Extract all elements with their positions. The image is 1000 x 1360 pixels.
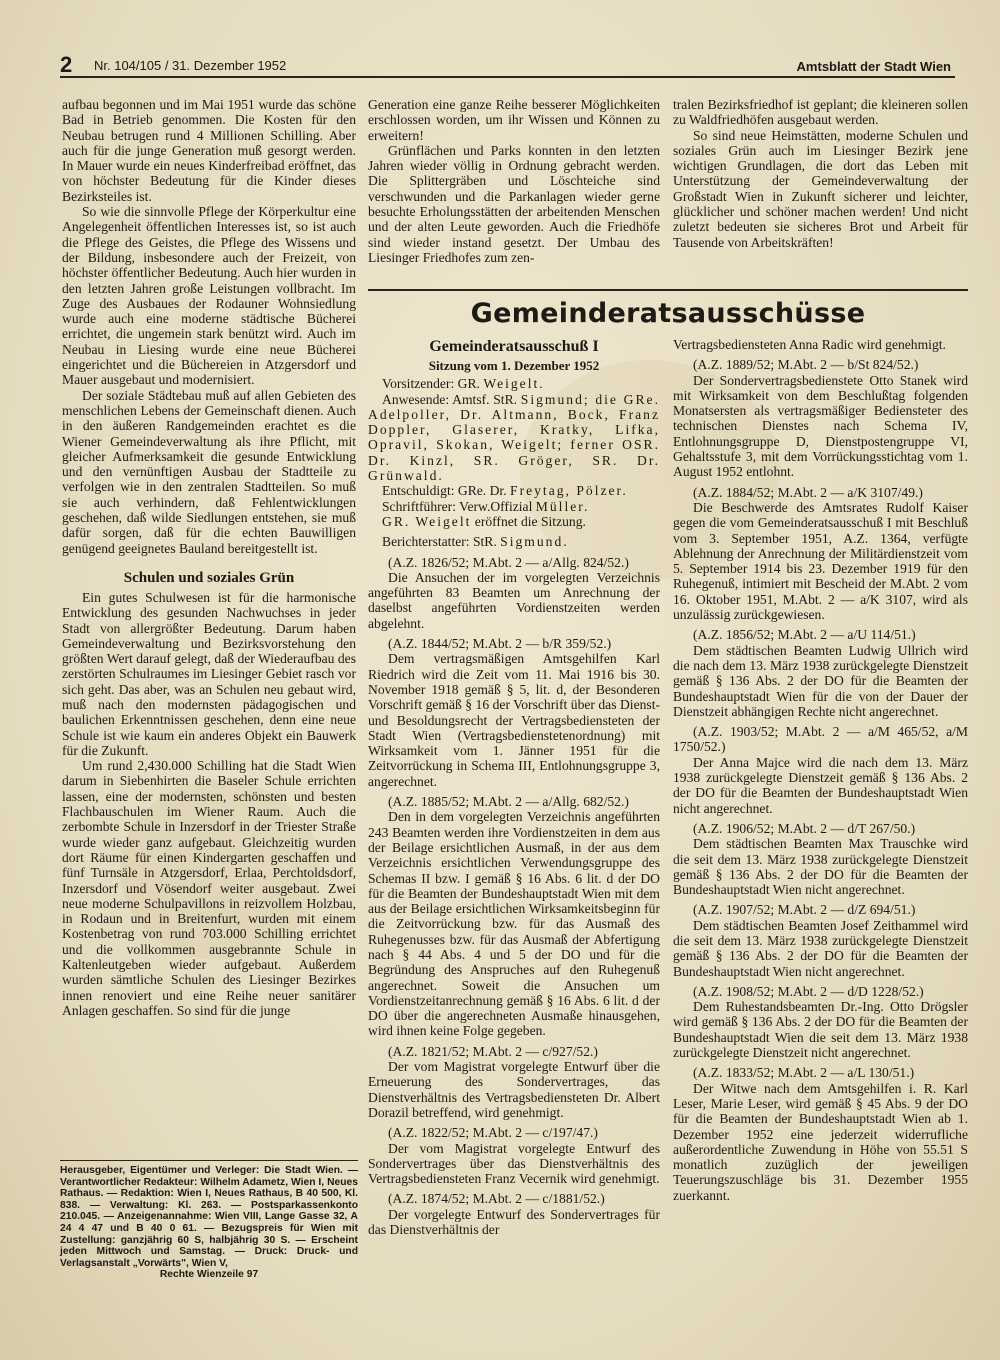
- attendance-present: [368, 392, 660, 484]
- resolution-text: Vertragsbediensteten Anna Radic wird genehmigt.: [673, 337, 946, 352]
- section-heading: Schulen und soziales Grün: [123, 569, 295, 586]
- person-name: Sigmund.: [500, 534, 569, 550]
- label: eröffnet die Sitzung.: [474, 513, 586, 529]
- column-left: [62, 97, 356, 1018]
- resolution-text: Der Sondervertragsbedienstete Otto Stanek wird mit Wirksamkeit von dem Beschlußtag folgenden Monatsersten als vertragsmäßiger Bediensteter des technischen Dienstes nach Schema IV, Entlohnungsgruppe D, Dienstpostengruppe VI, Gehaltsstufe 3, mit dem Vorrückungsstichtag vom 1. August 1952 entlohnt.: [673, 372, 968, 480]
- person-list: Freytag, Pölzer.: [510, 483, 628, 499]
- file-reference: (A.Z. 1903/52; M.Abt. 2 — a/M 465/52, a/M 1750/52.): [673, 724, 968, 755]
- session-opening: [368, 514, 660, 529]
- resolution-text: Der Anna Majce wird die nach dem 13. März 1938 zurückgelegte Dienstzeit gemäß § 136 Abs. 2 der DO für die Beamten der Bundeshauptstadt Wien nicht angerechnet.: [673, 754, 968, 816]
- impressum-address: Rechte Wienzeile 97: [159, 1269, 259, 1281]
- resolution-text: Dem städtischen Beamten Max Trauschke wird die seit dem 13. März 1938 zurückgelegte Dienstzeit gemäß § 136 Abs. 2 der DO für die Beamten der Bundeshauptstadt Wien nicht angerechnet.: [673, 836, 968, 898]
- file-reference: (A.Z. 1822/52; M.Abt. 2 — c/197/47.): [388, 1125, 598, 1141]
- paragraph: aufbau begonnen und im Mai 1951 wurde das schöne Bad in Betrieb genommen. Die Kosten für den Neubau betrugen rund 4 Millionen Schilling. Aber auch für die junge Generation muß gesorgt werden. In Mauer wurde ein neues Kinderfreibad eröffnet, das von höchster Bedeutung für die Kinder dieses Bezirksteiles ist.: [62, 97, 356, 204]
- resolution-text: Dem vertragsmäßigen Amtsgehilfen Karl Riedrich wird die Zeit vom 11. Mai 1916 bis 30. November 1918 gemäß § 5, lit. d, der Besonderen Vorschrift gemäß § 16 der Vorschrift über das Dienst- und Besoldungsrecht der Vertragsbediensteten der Stadt Wien (Vertragsbedienstetenordnung) mit Wirksamkeit vom 1. Jänner 1951 für die Zeitvorrückung in Schema III, Entlohnungsgruppe 3, angerechnet.: [368, 651, 660, 789]
- paragraph: Der soziale Städtebau muß auf allen Gebieten des menschlichen Lebens der Gemeinschaft dienen. Auch in den äußeren Randgemeinden erachtet es die Wiener Gemeindeverwaltung als ihre Pflicht, mit gleicher Aufmerksamkeit die gesunde Entwicklung und den vernünftigen Ausbau der Stadtteile zu verfolgen wie in den zentralen Stadtteilen. So muß sie auch verhindern, daß Fehlentwicklungen geschehen, daß wilde Siedlungen entstehen, sie muß dafür sorgen, daß für die echten Bauwilligen genügend geeignetes Bauland bereitgestellt ist.: [62, 387, 356, 556]
- paragraph: So wie die sinnvolle Pflege der Körperkultur eine Angelegenheit öffentlichen Interesses ist, so ist auch die Pflege des Geistes, die Pflege des Wissens und der Bildung, insbesondere auch der Freizeit, von höchster öffentlicher Bedeutung. Auch hier wurden in den letzten Jahren große Leistungen vollbracht. Im Zuge des Ausbaues der Rodauner Wohnsiedlung wurde auch eine moderne städtische Bücherei errichtet, die ungemein stark benützt wird. Auch im Neubau in Liesing wurde eine neue Bücherei eingerichtet und die Büchereien in Atzgersdorf und Mauer ausgebaut und modernisiert.: [62, 204, 356, 388]
- reporter-line: [368, 534, 660, 549]
- paragraph: tralen Bezirksfriedhof ist geplant; die kleineren sollen zu Waldfriedhöfen ausgebaut werden.: [673, 97, 968, 128]
- impressum: [60, 1160, 358, 1281]
- publication-name: Amtsblatt der Stadt Wien: [796, 59, 951, 74]
- person-name: GR. Weigelt: [382, 513, 472, 529]
- label: Vorsitzender: GR.: [382, 376, 480, 392]
- resolution-text: Dem städtischen Beamten Josef Zeithammel wird die seit dem 13. März 1938 zurückgelegte Dienstzeit gemäß § 136 Abs. 2 der DO für die Beamten der Bundeshauptstadt Wien nicht angerechnet.: [673, 917, 968, 979]
- file-reference: (A.Z. 1906/52; M.Abt. 2 — d/T 267/50.): [693, 820, 916, 836]
- file-reference: (A.Z. 1889/52; M.Abt. 2 — b/St 824/52.): [693, 357, 919, 373]
- column-middle-top: [368, 97, 660, 265]
- column-right-top: [673, 97, 968, 250]
- section-title: Gemeinderatsausschüsse: [470, 298, 866, 329]
- file-reference: (A.Z. 1908/52; M.Abt. 2 — d/D 1228/52.): [693, 983, 924, 999]
- attendance-excused: [368, 483, 660, 498]
- file-reference: (A.Z. 1874/52; M.Abt. 2 — c/1881/52.): [388, 1191, 605, 1207]
- resolution-text: Der vorgelegte Entwurf des Sondervertrages für das Dienstverhältnis der: [368, 1206, 660, 1238]
- attendance-chair: [368, 376, 660, 391]
- attendance-secretary: [368, 499, 660, 514]
- resolution-text: Die Ansuchen der im vorgelegten Verzeichnis angeführten 83 Beamten um Anrechnung der daselbst angeführten Vordienstzeiten werden abgelehnt.: [368, 569, 660, 631]
- session-date: Sitzung vom 1. Dezember 1952: [428, 358, 600, 373]
- page-header: [60, 52, 955, 78]
- resolution-text: Der vom Magistrat vorgelegte Entwurf über die Erneuerung des Sondervertrages, das Dienstverhältnis des Vertragsbediensteten Dr. Albert Dorazil betreffend, wird genehmigt.: [368, 1059, 660, 1120]
- label: Anwesende: Amtsf. StR.: [382, 391, 518, 407]
- file-reference: (A.Z. 1821/52; M.Abt. 2 — c/927/52.): [388, 1043, 598, 1059]
- person-name: Müller.: [535, 498, 590, 514]
- resolution-text: Der Witwe nach dem Amtsgehilfen i. R. Karl Leser, Marie Leser, wird gemäß § 45 Abs. 9 der DO für die Beamten der Bundeshauptstadt Wien ab 1. Dezember 1952 eine jederzeit widerrufliche außerordentliche Zuwendung in Höhe von 55.51 S monatlich zuzüglich der jeweiligen Teuerungszuschläge bis 31. Dezember 1955 zuerkannt.: [673, 1080, 968, 1203]
- paragraph: Um rund 2,430.000 Schilling hat die Stadt Wien darum in Siebenhirten die Baseler Schule errichten lassen, eine der modernsten, schönsten und besten Flachbauschulen im Wiener Raum. Auch die zerbombte Schule in Inzersdorf in der Triester Straße wurde wieder ganz aufgebaut. Gleichzeitig wurden dort Räume für einen Kindergarten geschaffen und fünf Turnsäle in Atzgersdorf, Erlaa, Perchtoldsdorf, Inzersdorf und Vösendorf weiter ausgebaut. Zwei neue moderne Schulpavillons in reizvollem Holzbau, in Rodaun und in Breitenfurt, wurden mit einem Kostenbetrag von rund 703.000 Schilling errichtet und die vollkommen ausgebrannte Schule in Kaltenleutgeben wieder aufgebaut. Außerdem wurden sämtliche Schulen des Liesinger Bezirkes innen renoviert und eine Reihe neuer sanitärer Anlagen geschaffen. So sind für die junge: [62, 758, 356, 1018]
- file-reference: (A.Z. 1856/52; M.Abt. 2 — a/U 114/51.): [693, 627, 916, 643]
- section-divider: [368, 289, 968, 291]
- file-reference: (A.Z. 1833/52; M.Abt. 2 — a/L 130/51.): [693, 1065, 915, 1081]
- paragraph: So sind neue Heimstätten, moderne Schulen und soziales Grün auch im Liesinger Bezirk jene wichtigen Grundlagen, die dort das Leben mit Unterstützung der Gemeindeverwaltung der Großstadt Wien in Zukunft sicherer und leichter, glücklicher und schöner machen werden! Und nicht zuletzt bedeuten sie sicheres Brot und Arbeit für Tausende von Arbeitskräften!: [673, 127, 968, 250]
- file-reference: (A.Z. 1844/52; M.Abt. 2 — b/R 359/52.): [388, 636, 612, 652]
- resolution-text: Den in dem vorgelegten Verzeichnis angeführten 243 Beamten werden ihre Vordienstzeiten in dem aus der Beilage ersichtlichen Ausmaß, in der aus dem Verzeichnis ersichtlichen Verwendungsgruppe des Schemas II bzw. I gemäß § 16 Abs. 6 lit. d der DO für die Beamten der Bundeshauptstadt Wien mit dem aus der Beilage ersichtlichen Wirksamkeitsbeginn für die Zeitvorrückung bzw. für das Ausmaß des Ruhegenusses bzw. für das Ausmaß der Abfertigung nach § 44 Abs. 4 und 5 der DO und für die Begründung des Anspruches auf den Ruhegenuß angerechnet. Soweit die Ansuchen um Vordienstzeitanrechnung gemäß § 16 Abs. 6 lit. d der DO über die angerechneten Ausmaße hinausgehen, wird ihnen keine Folge gegeben.: [368, 809, 660, 1039]
- impressum-text: Herausgeber, Eigentümer und Verleger: Die Stadt Wien. — Verantwortlicher Redakteur: Wilhelm Adametz, Wien I, Neues Rathaus. — Redaktion: Wien I, Neues Rathaus, B 40 500, Kl. 838. — Verwaltung: Kl. 263. — Postsparkassenkonto 210.045. — Anzeigenannahme: Wien VIII, Lange Gasse 32, A 24 4 47 und B 40 0 61. — Bezugspreis für Wien mit Zustellung: ganzjährig 60 S, halbjährig 30 S. — Erscheint jeden Mittwoch und Samstag. — Druck: Druck- und Verlagsanstalt „Vorwärts", Wien V,: [60, 1165, 358, 1269]
- label: Entschuldigt: GRe. Dr.: [382, 483, 507, 499]
- label: Berichterstatter: StR.: [382, 534, 497, 550]
- file-reference: (A.Z. 1907/52; M.Abt. 2 — d/Z 694/51.): [693, 902, 916, 918]
- paragraph: Grünflächen und Parks konnten in den letzten Jahren wieder völlig in Ordnung gebracht werden. Die Splittergräben und Löschteiche sind verschwunden und die Parkanlagen wieder gerne besuchte Erholungsstätten der arbeitenden Menschen und der alten Leute geworden. Auch die Friedhöfe sind wieder instand gesetzt. Der Umbau des Liesinger Friedhofes zum zen-: [368, 142, 660, 265]
- file-reference: (A.Z. 1885/52; M.Abt. 2 — a/Allg. 682/52.): [388, 794, 629, 810]
- file-reference: (A.Z. 1826/52; M.Abt. 2 — a/Allg. 824/52.): [388, 554, 629, 570]
- resolution-text: Dem städtischen Beamten Ludwig Ullrich wird die nach dem 13. März 1938 zurückgelegte Dienstzeit gemäß § 136 Abs. 2 der DO für die Beamten der Bundeshauptstadt Wien für die von der Dauer der Dienstzeit abhängigen Rechte nicht angerechnet.: [673, 642, 968, 719]
- paragraph: Generation eine ganze Reihe besserer Möglichkeiten erschlossen worden, um ihr Wissen und Können zu erweitern!: [368, 97, 660, 143]
- person-list: Sigmund; die GRe. Adelpoller, Dr. Altmann, Bock, Franz Doppler, Glaserer, Kratky, Lifka, Opravil, Skokan, Weigelt; ferner OSR. Dr. Kinzl, SR. Gröger, SR. Dr. Grünwald.: [368, 391, 660, 484]
- paragraph: Ein gutes Schulwesen ist für die harmonische Entwicklung des gesunden Nachwuchses in jeder Stadt von allergrößter Bedeutung. Darum haben Gemeindeverwaltung und Bezirksvorstehung den größten Wert darauf gelegt, daß der Wiederaufbau des zerstörten Schulraumes im Liesinger Gebiet rasch vor sich geht. Das aber, was an Schulen neu gebaut wird, muß nach den modernsten pädagogischen und baulichen Erkenntnissen geschehen, denn eine neue Schule ist wie kaum ein anderes Objekt ein Bauwerk für die Zukunft.: [62, 589, 356, 758]
- issue-line: Nr. 104/105 / 31. Dezember 1952: [94, 58, 287, 73]
- file-reference: (A.Z. 1884/52; M.Abt. 2 — a/K 3107/49.): [693, 484, 923, 500]
- column-middle-bottom: [368, 337, 660, 1237]
- column-right-bottom: [673, 337, 968, 1203]
- label: Schriftführer: Verw.Offizial: [382, 498, 533, 514]
- person-name: Weigelt.: [483, 376, 545, 392]
- page-number: 2: [60, 52, 73, 77]
- resolution-text: Dem Ruhestandsbeamten Dr.-Ing. Otto Drögsler wird gemäß § 136 Abs. 2 der DO für die Beamten der Bundeshauptstadt Wien die seit dem 13. März 1938 zurückgelegte Dienstzeit nicht angerechnet.: [673, 999, 968, 1061]
- committee-heading: Gemeinderatsausschuß I: [429, 338, 599, 355]
- resolution-text: Der vom Magistrat vorgelegte Entwurf des Sondervertrages über das Dienstverhältnis des Vertragsbediensteten Franz Vecernik wird genehmigt.: [368, 1140, 660, 1187]
- resolution-text: Die Beschwerde des Amtsrates Rudolf Kaiser gegen die vom Gemeinderatsausschuß I mit Beschluß vom 3. September 1951, A.Z. 1364, verfügte Ablehnung der Anrechnung der Militärdienstzeit vom 5. September 1914 bis 23. Dezember 1919 für den Ruhegenuß, intimiert mit Bescheid der M.Abt. 2 vom 16. Oktober 1951, M.Abt. 2 — a/K 3107, wird als unzulässig zurückgewiesen.: [673, 499, 968, 623]
